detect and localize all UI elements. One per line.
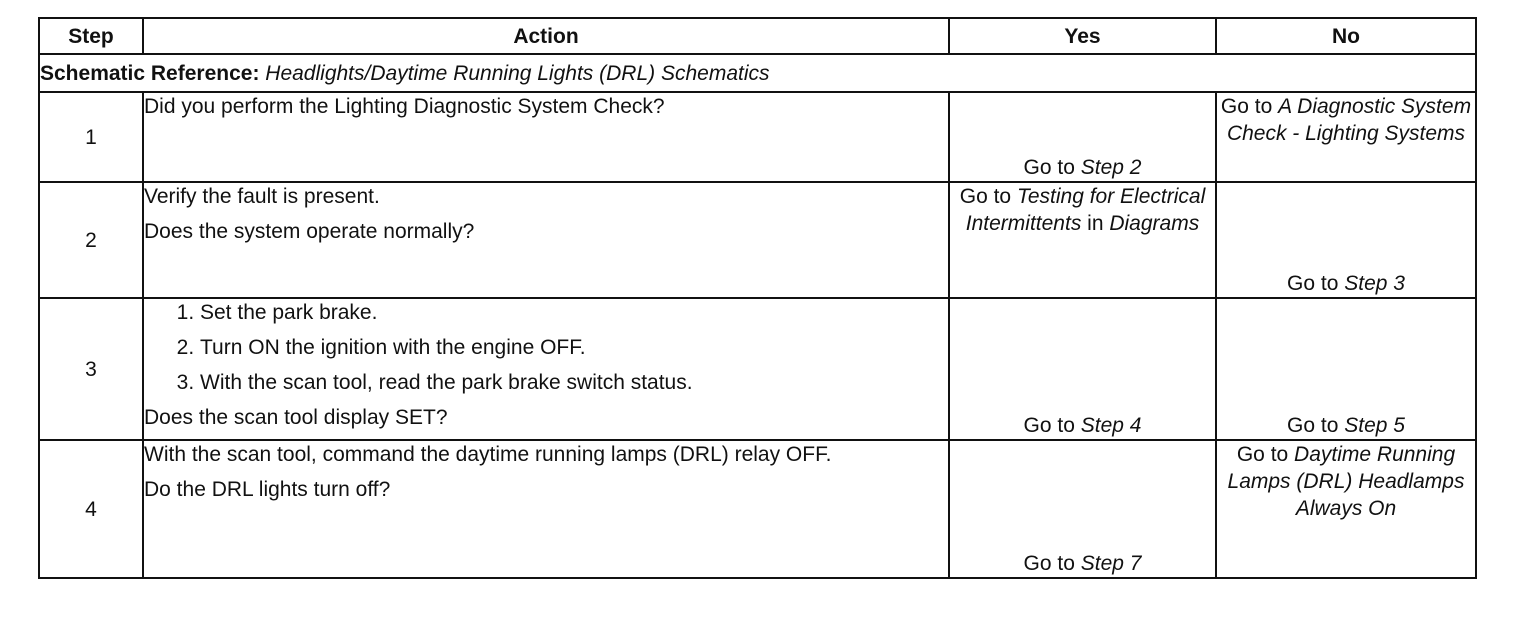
action-text: With the scan tool, command the daytime running lamps (DRL) relay OFF. — [144, 443, 832, 466]
action-cell — [143, 92, 949, 182]
yes-cell — [949, 92, 1216, 182]
yes-prefix: Go to — [1023, 414, 1081, 437]
yes-prefix: Go to — [1023, 552, 1081, 575]
no-link[interactable]: Step 3 — [1344, 272, 1405, 295]
action-cell — [143, 298, 949, 440]
yes-cell — [949, 182, 1216, 298]
header-action: Action — [143, 18, 949, 54]
substep-item: 3. With the scan tool, read the park brake switch status. — [200, 369, 948, 396]
no-cell — [1216, 92, 1476, 182]
no-prefix: Go to — [1287, 272, 1345, 295]
yes-link[interactable]: Step 4 — [1080, 414, 1142, 437]
yes-prefix: Go to — [959, 185, 1017, 208]
yes-cell — [949, 440, 1216, 578]
yes-cell — [949, 298, 1216, 440]
no-link[interactable]: A Diagnostic System Check - Lighting Systems — [1226, 95, 1472, 145]
no-cell — [1216, 298, 1476, 440]
header-row — [39, 18, 1476, 54]
header-yes: Yes — [949, 18, 1216, 54]
diagnostic-table-container — [38, 17, 1477, 579]
action-text: Did you perform the Lighting Diagnostic System Check? — [144, 95, 665, 118]
schematic-reference-link[interactable]: Headlights/Daytime Running Lights (DRL) Schematics — [265, 61, 770, 85]
action-cell — [143, 440, 949, 578]
no-cell — [1216, 440, 1476, 578]
yes-link[interactable]: Testing for Electrical Intermittents — [965, 185, 1206, 235]
header-no: No — [1216, 18, 1476, 54]
substep-item: 2. Turn ON the ignition with the engine OFF. — [200, 334, 948, 361]
step-number: 4 — [39, 440, 143, 578]
action-question: Does the system operate normally? — [144, 220, 475, 243]
schematic-reference-cell — [39, 54, 1476, 92]
no-link[interactable]: Step 5 — [1344, 414, 1405, 437]
yes-link-diagrams[interactable]: Diagrams — [1109, 212, 1200, 235]
substep-list — [144, 299, 948, 396]
no-prefix: Go to — [1287, 414, 1345, 437]
action-cell — [143, 182, 949, 298]
table-row — [39, 440, 1476, 578]
table-row — [39, 182, 1476, 298]
no-prefix: Go to — [1220, 95, 1279, 118]
schematic-reference-row — [39, 54, 1476, 92]
step-number: 3 — [39, 298, 143, 440]
step-number: 1 — [39, 92, 143, 182]
no-link[interactable]: Daytime Running Lamps (DRL) Headlamps Always On — [1227, 443, 1465, 520]
no-prefix: Go to — [1236, 443, 1295, 466]
step-number: 2 — [39, 182, 143, 298]
action-text: Verify the fault is present. — [144, 185, 380, 208]
yes-prefix: Go to — [1023, 156, 1081, 179]
yes-mid-text: in — [1081, 212, 1110, 235]
schematic-reference-label: Schematic Reference: — [40, 61, 260, 85]
no-cell — [1216, 182, 1476, 298]
table-row — [39, 298, 1476, 440]
action-question: Do the DRL lights turn off? — [144, 478, 391, 501]
table-row — [39, 92, 1476, 182]
yes-link[interactable]: Step 7 — [1080, 552, 1142, 575]
substep-item: 1. Set the park brake. — [200, 299, 948, 326]
yes-link[interactable]: Step 2 — [1080, 156, 1142, 179]
header-step: Step — [39, 18, 143, 54]
action-question: Does the scan tool display SET? — [144, 406, 448, 429]
diagnostic-table — [38, 17, 1477, 579]
